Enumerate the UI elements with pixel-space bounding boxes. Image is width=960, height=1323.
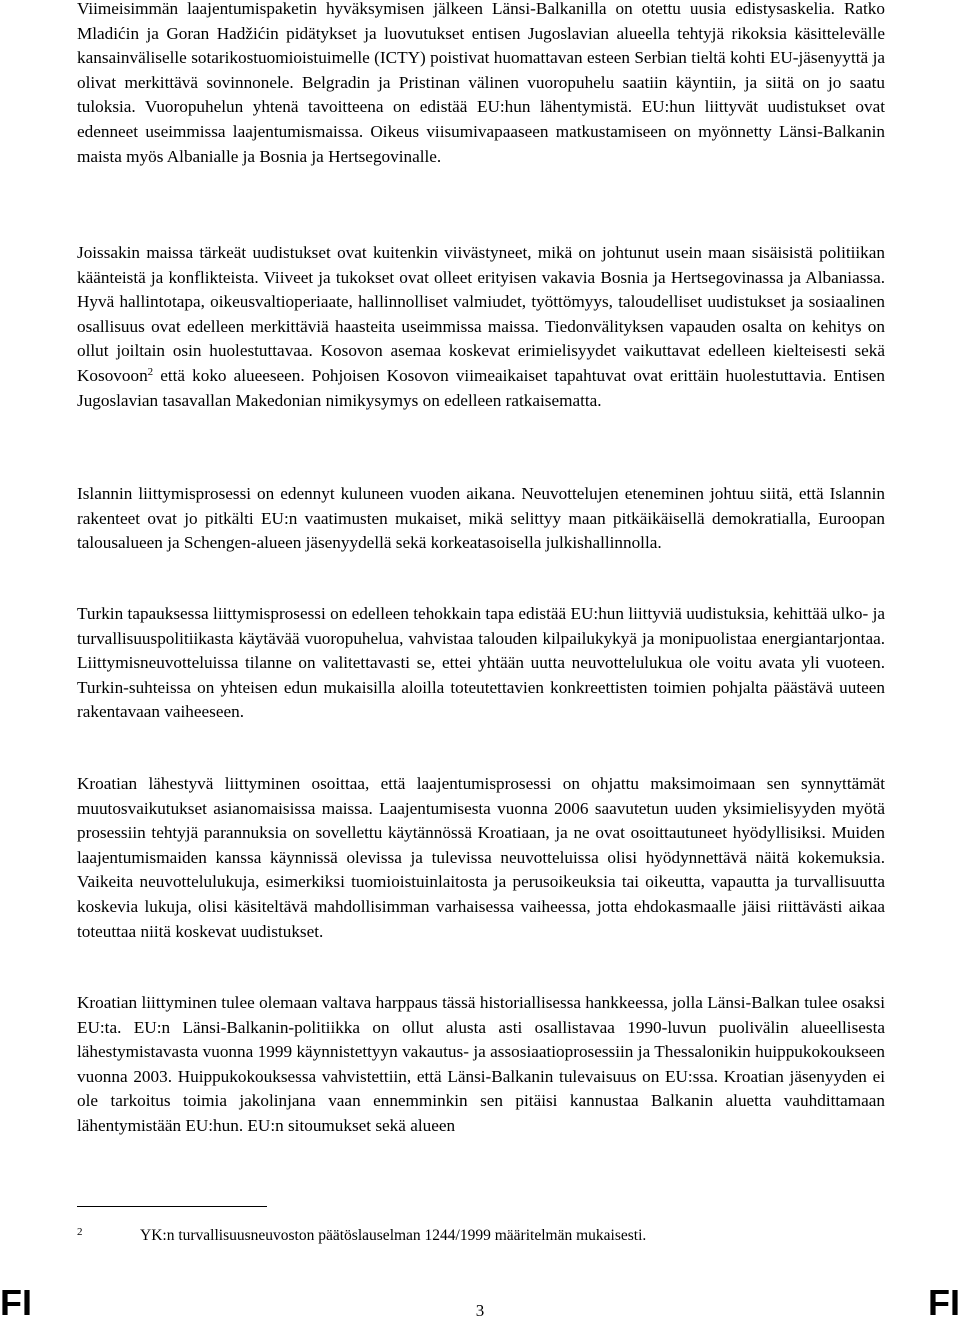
footer-language-code-right: FI <box>928 1282 960 1323</box>
paragraph-reform-delays-text-after: että koko alueeseen. Pohjoisen Kosovon viimeaikaiset tapahtuvat ovat erittäin huolestuttavia. Entisen Jugoslavian tasavallan Makedonian nimikysymys on edelleen ratkaisematta. <box>77 365 885 410</box>
footnote-text: YK:n turvallisuusneuvoston päätöslauselman 1244/1999 määritelmän mukaisesti. <box>140 1227 647 1244</box>
footnote-separator <box>77 1206 267 1207</box>
paragraph-reform-delays <box>77 241 885 413</box>
page-number: 3 <box>475 1301 485 1320</box>
paragraph-iceland: Islannin liittymisprosessi on edennyt kuluneen vuoden aikana. Neuvottelujen eteneminen johtuu siitä, että Islannin rakenteet ovat jo pitkälti EU:n vaatimusten mukaiset, mikä selittyy maan pitkäikäisellä demokratialla, Euroopan talousalueen ja Schengen-alueen jäsenyydellä sekä korkeatasoisella julkishallinnolla. <box>77 484 885 553</box>
paragraph-western-balkans-progress: Viimeisimmän laajentumispaketin hyväksymisen jälkeen Länsi-Balkanilla on otettu uusia edistysaskelia. Ratko Mladićin ja Goran Hadžićin pidätykset ja luovutukset entisen Jugoslavian alueella tehtyjä rikoksia käsittelevälle kansainväliselle sotarikostuomioistuimelle (ICTY) poistivat huomattavan esteen Serbian tieltä kohti EU-jäsenyyttä ja olivat merkittävä sovinnonele. Belgradin ja Pristinan välinen vuoropuhelu saatiin käyntiin, ja siitä on jo saatu tuloksia. Vuoropuhelun yhtenä tavoitteena on edistää EU:hun lähentymistä. EU:hun liittyvät uudistukset ovat edenneet useimmissa laajentumismaissa. Oikeus viisumivapaaseen matkustamiseen on myönnetty Länsi-Balkanin maista myös Albanialle ja Bosnia ja Hertsegovinalle. <box>77 0 885 166</box>
footnote-number: 2 <box>77 1226 83 1238</box>
footer-language-code-left: FI <box>0 1282 32 1323</box>
footnote-reference: 2 <box>147 365 154 378</box>
paragraph-turkey: Turkin tapauksessa liittymisprosessi on edelleen tehokkain tapa edistää EU:hun liittyviä uudistuksia, kehittää ulko- ja turvallisuuspolitiikasta käytävää vuoropuhelua, vahvistaa talouden kilpailukykyä ja monipuolistaa energiantarjontaa. Liittymisneuvotteluissa tilanne on valitettavasti se, ettei yhtään uutta neuvottelulukua ole voitu avata yli vuoteen. Turkin-suhteissa on yhteisen edun mukaisilla aloilla toteutettavien konkreettisten toimien pohjalta päästävä uuteen rakentavaan vaiheeseen. <box>77 604 885 722</box>
paragraph-croatia-membership: Kroatian liittyminen tulee olemaan valtava harppaus tässä historiallisessa hankkeessa, jolla Länsi-Balkan tulee osaksi EU:ta. EU:n Länsi-Balkanin-politiikka on ollut alusta asti osallistavaa 1990-luvun puolivälin alueellisesta lähestymistavasta vuonna 1999 käynnistettyyn vakautus- ja assosiaatioprosessiin ja Thessalonikin huippukokoukseen vuonna 2003. Huippukokouksessa vahvistettiin, että Länsi-Balkanin tulevaisuus on EU:ssa. Kroatian jäsenyyden ei ole tarkoitus toimia jakolinjana vaan ennemminkin sen pitäisi kannustaa Balkanin aluetta vauhdittamaan lähentymistään EU:hun. EU:n sitoumukset sekä alueen <box>77 993 885 1135</box>
paragraph-reform-delays-text: Joissakin maissa tärkeät uudistukset ovat kuitenkin viivästyneet, mikä on johtunut usein maan sisäisistä politiikan käänteistä ja konflikteista. Viiveet ja tukokset ovat olleet erityisen vakavia Bosnia ja Hertsegovinassa ja Albaniassa. Hyvä hallintotapa, oikeusvaltioperiaate, hallinnolliset valmiudet, työttömyys, taloudelliset uudistukset ja sosiaalinen osallisuus ovat edelleen merkittäviä haasteita useimmissa maissa. Tiedonvälityksen vapauden osalta on kehitys on ollut joiltain osin huolestuttavaa. Kosovon asemaa koskevat erimielisyydet vaikuttavat edelleen kielteisesti sekä Kosovoon <box>77 243 885 385</box>
paragraph-croatia-accession-process: Kroatian lähestyvä liittyminen osoittaa, että laajentumisprosessi on ohjattu maksimoimaan sen synnyttämät muutosvaikutukset asianomaisissa maissa. Laajentumisesta vuonna 2006 saavutetun uuden yksimielisyyden myötä prosessiin tehtyjä parannuksia on sovellettu käytännössä Kroatiaan, ja ne ovat osoittautuneet hyödyllisiksi. Muiden laajentumismaiden kanssa käynnissä olevissa ja tulevissa neuvotteluissa olisi hyödynnettävä näitä kokemuksia. Vaikeita neuvottelulukuja, esimerkiksi tuomioistuinlaitosta ja perusoikeuksia tai oikeutta, vapautta ja turvallisuutta koskevia lukuja, olisi käsiteltävä mahdollisimman varhaisessa vaiheessa, jotta ehdokasmaalle jäisi riittävästi aikaa toteuttaa niitä koskevat uudistukset. <box>77 774 885 941</box>
